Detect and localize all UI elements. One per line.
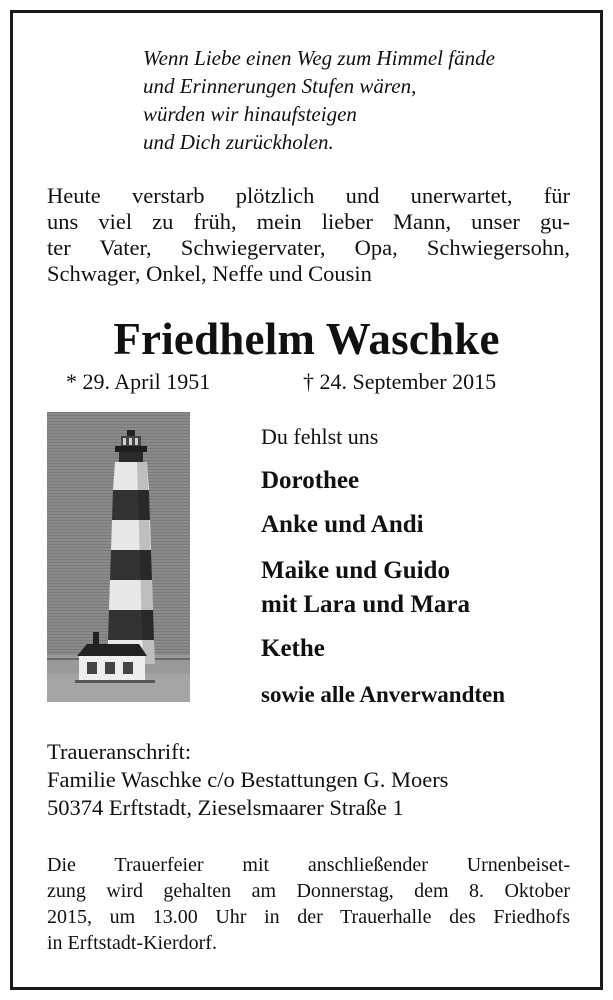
mourning-address xyxy=(47,738,448,822)
deceased-name: Friedhelm Waschke xyxy=(113,314,500,364)
poem-line: Wenn Liebe einen Weg zum Himmel fände xyxy=(143,46,495,70)
family-list xyxy=(261,423,581,707)
address-line: Familie Waschke c/o Bestattungen G. Moers xyxy=(47,767,449,792)
announcement-line: ter Vater, Schwiegervater, Opa, Schwiegersohn, xyxy=(47,235,570,260)
poem xyxy=(143,44,583,156)
announcement-line: Schwager, Onkel, Neffe und Cousin xyxy=(47,261,372,286)
death-date: † 24. September 2015 xyxy=(303,369,497,394)
birth-date: * 29. April 1951 xyxy=(66,369,211,394)
ceremony-line: in Erftstadt-Kierdorf. xyxy=(47,932,217,954)
poem-line: und Dich zurückholen. xyxy=(143,130,334,154)
ceremony-line: zung wird gehalten am Donnerstag, dem 8. Oktober xyxy=(47,880,570,902)
family-name: Anke und Andi xyxy=(261,511,424,538)
family-name: Dorothee xyxy=(261,467,360,494)
ceremony-line: Die Trauerfeier mit anschließender Urnenbeiset- xyxy=(47,854,570,876)
announcement-line: uns viel zu früh, mein lieber Mann, unser gu- xyxy=(47,209,570,234)
poem-line: würden wir hinaufsteigen xyxy=(143,102,357,126)
lighthouse-icon xyxy=(47,412,190,702)
poem-line: und Erinnerungen Stufen wären, xyxy=(143,74,417,98)
family-name: mit Lara und Mara xyxy=(261,591,471,618)
family-name: Kethe xyxy=(261,635,325,662)
address-label: Traueranschrift: xyxy=(47,739,192,764)
family-name: sowie alle Anverwandten xyxy=(261,682,506,707)
ceremony-line: 2015, um 13.00 Uhr in der Trauerhalle des Friedhofs xyxy=(47,906,570,928)
address-line: 50374 Erftstadt, Zieselsmaarer Straße 1 xyxy=(47,795,404,820)
announcement-line: Heute verstarb plötzlich und unerwartet, für xyxy=(47,183,570,208)
ceremony-info xyxy=(47,852,570,956)
family-name: Maike und Guido xyxy=(261,557,450,584)
family-lead: Du fehlst uns xyxy=(261,424,379,449)
announcement-text xyxy=(47,183,570,287)
